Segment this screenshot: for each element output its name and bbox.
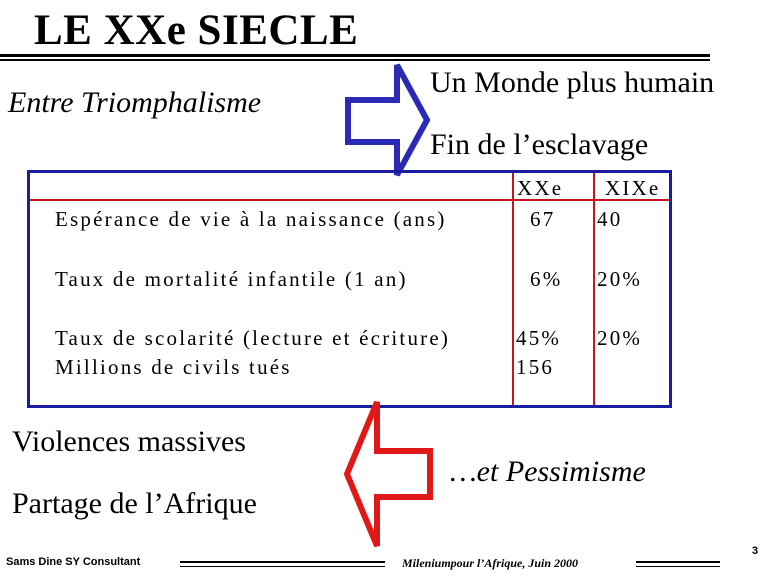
phrase-partage-afrique: Partage de l’Afrique bbox=[12, 487, 257, 520]
row-label-esperance: Espérance de vie à la naissance (ans) bbox=[55, 207, 447, 231]
phrase-fin-esclavage: Fin de l’esclavage bbox=[430, 128, 649, 161]
row-label-mortalite: Taux de mortalité infantile (1 an) bbox=[55, 267, 408, 291]
row-label-civils: Millions de civils tués bbox=[55, 355, 292, 379]
footer-rule-left bbox=[180, 561, 385, 567]
header-xxe: XXe bbox=[517, 176, 564, 200]
left-arrow-icon bbox=[343, 398, 433, 550]
row-value-xxe-esperance: 67 bbox=[530, 207, 556, 231]
phrase-monde-humain: Un Monde plus humain bbox=[430, 66, 715, 99]
row-value-xixe-scolarite: 20% bbox=[597, 326, 643, 350]
footer-event: Mileniumpour l’Afrique, Juin 2000 bbox=[402, 556, 579, 570]
phrase-triomphalisme: Entre Triomphalisme bbox=[8, 86, 262, 119]
row-value-xxe-civils: 156 bbox=[516, 355, 555, 379]
row-value-xixe-mortalite: 20% bbox=[597, 267, 643, 291]
slide-title: LE XXe SIECLE bbox=[34, 7, 359, 54]
right-arrow-icon bbox=[345, 62, 430, 182]
title-divider bbox=[0, 54, 710, 60]
row-label-scolarite: Taux de scolarité (lecture et écriture) bbox=[55, 326, 451, 350]
row-value-xxe-scolarite: 45% bbox=[516, 326, 562, 350]
header-xixe: XIXe bbox=[605, 176, 661, 200]
comparison-table bbox=[27, 170, 672, 408]
footer-rule-right bbox=[636, 561, 720, 567]
phrase-pessimisme: …et Pessimisme bbox=[450, 455, 646, 488]
column-divider-xixe bbox=[593, 173, 595, 405]
page-number: 3 bbox=[752, 545, 759, 557]
header-divider bbox=[30, 199, 669, 201]
phrase-violences: Violences massives bbox=[12, 425, 246, 458]
footer-author: Sams Dine SY Consultant bbox=[6, 556, 141, 568]
row-value-xxe-mortalite: 6% bbox=[530, 267, 563, 291]
column-divider-xxe bbox=[512, 173, 514, 405]
row-value-xixe-esperance: 40 bbox=[597, 207, 623, 231]
